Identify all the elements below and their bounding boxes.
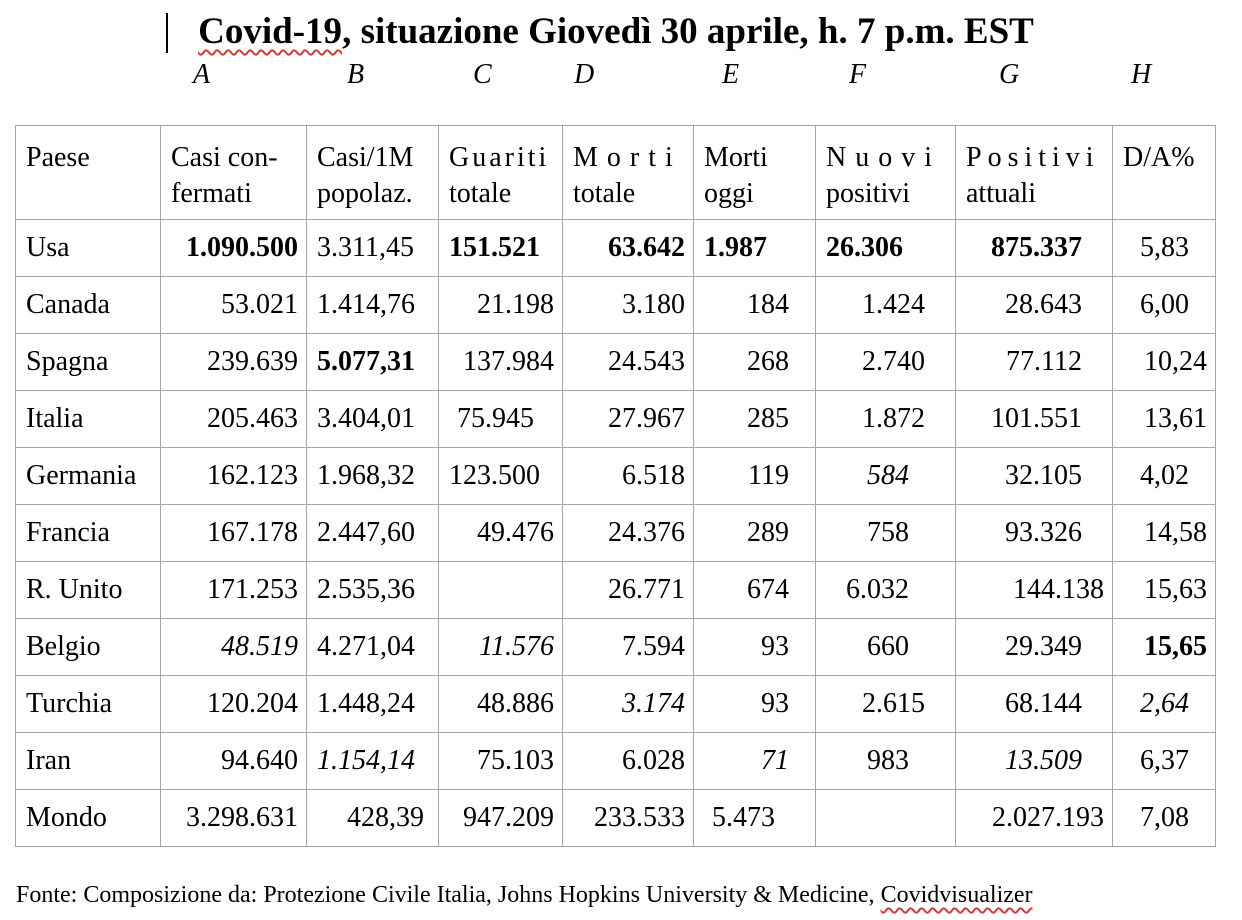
cell-casi-confermati: 162.123	[161, 448, 307, 505]
cell-nuovi-positivi: 660	[816, 619, 956, 676]
cell-guariti: 49.476	[439, 505, 563, 562]
cell-guariti: 947.209	[439, 790, 563, 847]
column-letter-g: G	[999, 59, 1020, 90]
cell-morti-totale: 6.518	[563, 448, 694, 505]
cell-positivi-attuali: 2.027.193	[956, 790, 1113, 847]
cell-da-percent: 14,58	[1113, 505, 1216, 562]
cell-guariti: 75.103	[439, 733, 563, 790]
header-nuovi-positivi: Nuovi positivi	[816, 126, 956, 220]
cell-guariti: 11.576	[439, 619, 563, 676]
title-rest: , situazione Giovedì 30 aprile, h. 7 p.m. EST	[342, 11, 1034, 52]
title-covid-word: Covid-19	[198, 11, 343, 52]
cell-nuovi-positivi: 2.615	[816, 676, 956, 733]
cell-country: Usa	[16, 220, 161, 277]
cell-casi-1m: 1.448,24	[307, 676, 439, 733]
table-row	[16, 676, 1216, 733]
cell-country: Germania	[16, 448, 161, 505]
cell-country: R. Unito	[16, 562, 161, 619]
cell-positivi-attuali: 875.337	[956, 220, 1113, 277]
table-row	[16, 448, 1216, 505]
cell-morti-oggi: 1.987	[694, 220, 816, 277]
cell-guariti: 137.984	[439, 334, 563, 391]
cell-casi-confermati: 120.204	[161, 676, 307, 733]
cell-da-percent: 6,37	[1113, 733, 1216, 790]
document-title	[0, 10, 1232, 54]
cell-casi-confermati: 167.178	[161, 505, 307, 562]
cell-guariti	[439, 562, 563, 619]
cell-positivi-attuali: 93.326	[956, 505, 1113, 562]
cell-casi-1m: 1.414,76	[307, 277, 439, 334]
cell-casi-confermati: 1.090.500	[161, 220, 307, 277]
cell-morti-totale: 24.543	[563, 334, 694, 391]
cell-country: Francia	[16, 505, 161, 562]
cell-country: Spagna	[16, 334, 161, 391]
cell-morti-oggi: 93	[694, 676, 816, 733]
cell-da-percent: 15,63	[1113, 562, 1216, 619]
cell-morti-totale: 3.180	[563, 277, 694, 334]
cell-casi-confermati: 94.640	[161, 733, 307, 790]
column-letter-d: D	[574, 59, 595, 90]
header-morti-oggi: Morti oggi	[694, 126, 816, 220]
cell-positivi-attuali: 29.349	[956, 619, 1113, 676]
covid-table	[15, 125, 1216, 847]
cell-da-percent: 15,65	[1113, 619, 1216, 676]
cell-nuovi-positivi: 584	[816, 448, 956, 505]
cell-guariti: 151.521	[439, 220, 563, 277]
cell-morti-totale: 24.376	[563, 505, 694, 562]
cell-country: Iran	[16, 733, 161, 790]
cell-casi-1m: 1.154,14	[307, 733, 439, 790]
cell-morti-oggi: 5.473	[694, 790, 816, 847]
cell-casi-confermati: 171.253	[161, 562, 307, 619]
cell-da-percent: 6,00	[1113, 277, 1216, 334]
source-text: Fonte: Composizione da: Protezione Civile Italia, Johns Hopkins University & Medicine,	[16, 882, 881, 908]
cell-casi-confermati: 239.639	[161, 334, 307, 391]
cell-positivi-attuali: 101.551	[956, 391, 1113, 448]
table-row	[16, 790, 1216, 847]
cell-positivi-attuali: 28.643	[956, 277, 1113, 334]
cell-morti-oggi: 674	[694, 562, 816, 619]
cell-positivi-attuali: 77.112	[956, 334, 1113, 391]
cell-casi-1m: 428,39	[307, 790, 439, 847]
cell-casi-1m: 1.968,32	[307, 448, 439, 505]
cell-morti-totale: 233.533	[563, 790, 694, 847]
cell-da-percent: 5,83	[1113, 220, 1216, 277]
cell-morti-oggi: 285	[694, 391, 816, 448]
cell-nuovi-positivi	[816, 790, 956, 847]
cell-positivi-attuali: 144.138	[956, 562, 1113, 619]
column-letter-b: B	[347, 59, 365, 90]
header-row	[16, 126, 1216, 220]
cell-nuovi-positivi: 758	[816, 505, 956, 562]
table-row	[16, 277, 1216, 334]
header-casi-confermati: Casi con- fermati	[161, 126, 307, 220]
header-positivi-attuali: Positivi attuali	[956, 126, 1113, 220]
cell-country: Italia	[16, 391, 161, 448]
cell-morti-oggi: 268	[694, 334, 816, 391]
cell-casi-1m: 4.271,04	[307, 619, 439, 676]
cell-guariti: 75.945	[439, 391, 563, 448]
table-row	[16, 562, 1216, 619]
cell-guariti: 123.500	[439, 448, 563, 505]
cell-morti-oggi: 289	[694, 505, 816, 562]
cell-morti-totale: 7.594	[563, 619, 694, 676]
cell-casi-1m: 2.535,36	[307, 562, 439, 619]
cell-nuovi-positivi: 1.872	[816, 391, 956, 448]
cell-morti-totale: 6.028	[563, 733, 694, 790]
cell-da-percent: 7,08	[1113, 790, 1216, 847]
cell-morti-totale: 27.967	[563, 391, 694, 448]
cell-country: Canada	[16, 277, 161, 334]
cell-country: Belgio	[16, 619, 161, 676]
cell-country: Turchia	[16, 676, 161, 733]
cell-nuovi-positivi: 6.032	[816, 562, 956, 619]
cell-casi-1m: 5.077,31	[307, 334, 439, 391]
column-letter-f: F	[849, 59, 867, 90]
cell-positivi-attuali: 13.509	[956, 733, 1113, 790]
cell-morti-totale: 3.174	[563, 676, 694, 733]
header-paese: Paese	[16, 126, 161, 220]
cell-morti-oggi: 71	[694, 733, 816, 790]
table-row	[16, 733, 1216, 790]
cell-morti-totale: 26.771	[563, 562, 694, 619]
header-guariti-totale: Guariti totale	[439, 126, 563, 220]
cell-positivi-attuali: 32.105	[956, 448, 1113, 505]
cell-morti-totale: 63.642	[563, 220, 694, 277]
cell-country: Mondo	[16, 790, 161, 847]
table-row	[16, 220, 1216, 277]
header-casi-1m: Casi/1M popolaz.	[307, 126, 439, 220]
source-last-word: Covidvisualizer	[880, 882, 1033, 908]
cell-casi-confermati: 48.519	[161, 619, 307, 676]
cell-positivi-attuali: 68.144	[956, 676, 1113, 733]
cell-da-percent: 13,61	[1113, 391, 1216, 448]
table-row	[16, 505, 1216, 562]
cell-nuovi-positivi: 1.424	[816, 277, 956, 334]
table-row	[16, 334, 1216, 391]
column-letter-a: A	[193, 59, 211, 90]
cell-nuovi-positivi: 2.740	[816, 334, 956, 391]
cell-casi-confermati: 205.463	[161, 391, 307, 448]
cell-nuovi-positivi: 26.306	[816, 220, 956, 277]
cell-casi-confermati: 3.298.631	[161, 790, 307, 847]
cell-da-percent: 4,02	[1113, 448, 1216, 505]
column-letter-h: H	[1131, 59, 1152, 90]
cell-morti-oggi: 119	[694, 448, 816, 505]
cell-casi-1m: 3.404,01	[307, 391, 439, 448]
cell-casi-1m: 2.447,60	[307, 505, 439, 562]
cell-casi-confermati: 53.021	[161, 277, 307, 334]
column-letter-c: C	[473, 59, 492, 90]
table-row	[16, 619, 1216, 676]
cell-da-percent: 2,64	[1113, 676, 1216, 733]
header-da-percent: D/A%	[1113, 126, 1216, 220]
cell-nuovi-positivi: 983	[816, 733, 956, 790]
table-row	[16, 391, 1216, 448]
cell-casi-1m: 3.311,45	[307, 220, 439, 277]
cell-guariti: 48.886	[439, 676, 563, 733]
cell-morti-oggi: 93	[694, 619, 816, 676]
cell-guariti: 21.198	[439, 277, 563, 334]
cell-da-percent: 10,24	[1113, 334, 1216, 391]
column-letter-e: E	[722, 59, 740, 90]
header-morti-totale: Morti totale	[563, 126, 694, 220]
source-note	[16, 879, 1033, 911]
cell-morti-oggi: 184	[694, 277, 816, 334]
